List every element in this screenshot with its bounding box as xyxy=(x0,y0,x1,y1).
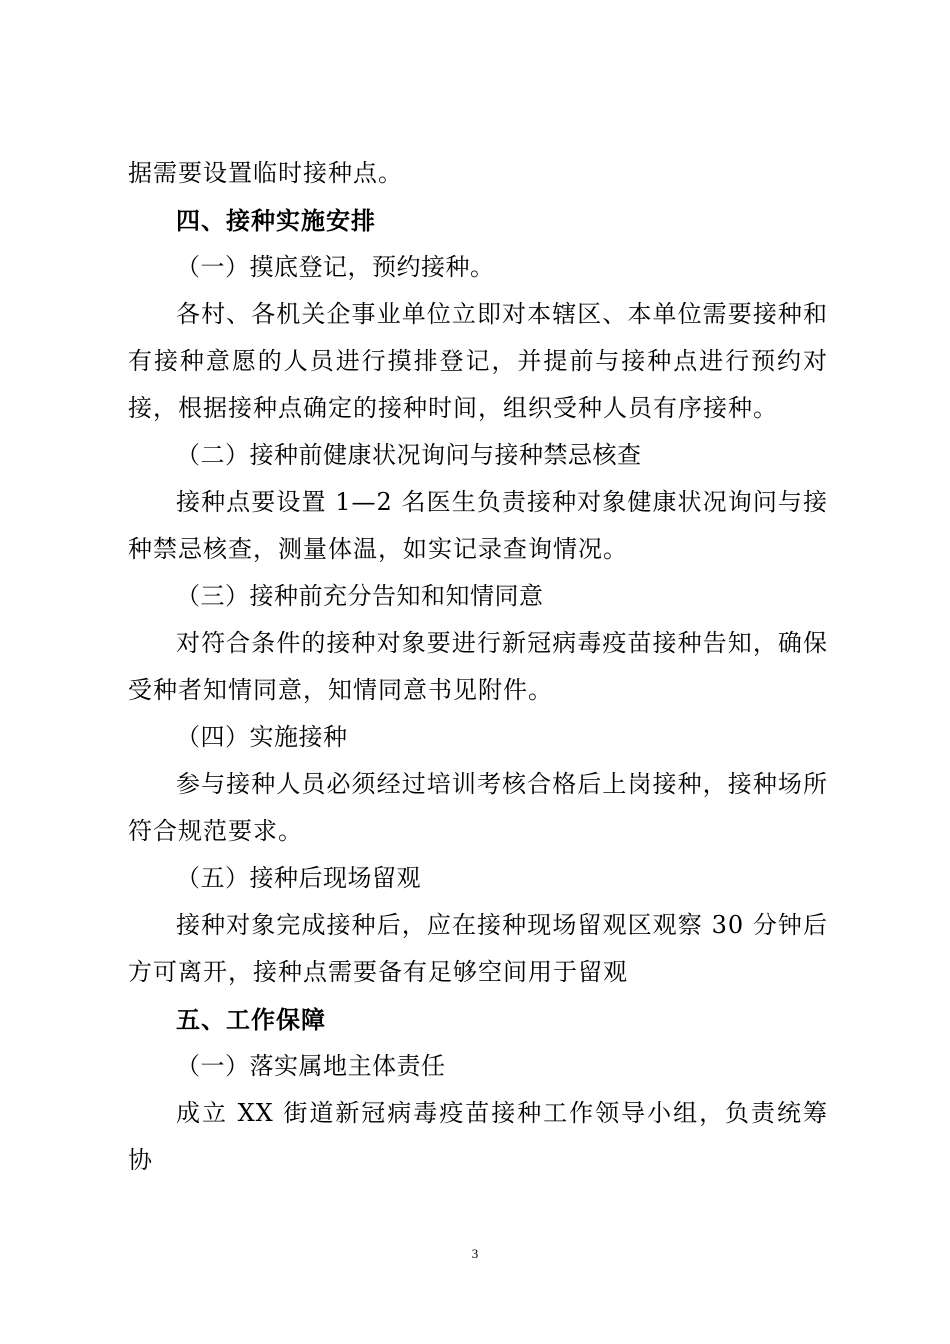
paragraph-registration: 各村、各机关企事业单位立即对本辖区、本单位需要接种和有接种意愿的人员进行摸排登记，并提前与接种点进行预约对接，根据接种点确定的接种时间，组织受种人员有序接种。 xyxy=(128,300,828,422)
paragraph-informed-consent: 对符合条件的接种对象要进行新冠病毒疫苗接种告知，确保受种者知情同意，知情同意书见附件。 xyxy=(128,629,828,704)
paragraph-continuation: 据需要设置临时接种点。 xyxy=(128,159,403,187)
subheading-vaccination: （四）实施接种 xyxy=(176,723,348,751)
document-body xyxy=(128,150,828,1184)
paragraph-health-check: 接种点要设置 1—2 名医生负责接种对象健康状况询问与接种禁忌核查，测量体温，如实记录查询情况。 xyxy=(128,488,828,563)
page-number: 3 xyxy=(471,1246,479,1261)
paragraph-vaccination: 参与接种人员必须经过培训考核合格后上岗接种，接种场所符合规范要求。 xyxy=(128,770,828,845)
section-heading-5: 五、工作保障 xyxy=(176,1005,326,1034)
subheading-observation: （五）接种后现场留观 xyxy=(176,864,421,892)
section-heading-4: 四、接种实施安排 xyxy=(176,206,376,235)
subheading-informed-consent: （三）接种前充分告知和知情同意 xyxy=(176,582,544,610)
paragraph-observation: 接种对象完成接种后，应在接种现场留观区观察 30 分钟后方可离开，接种点需要备有足够空间用于留观 xyxy=(128,911,828,986)
subheading-responsibility: （一）落实属地主体责任 xyxy=(176,1052,446,1080)
subheading-registration: （一）摸底登记，预约接种。 xyxy=(176,253,495,281)
subheading-health-check: （二）接种前健康状况询问与接种禁忌核查 xyxy=(176,441,642,469)
paragraph-responsibility: 成立 XX 街道新冠病毒疫苗接种工作领导小组，负责统筹协 xyxy=(128,1099,828,1174)
